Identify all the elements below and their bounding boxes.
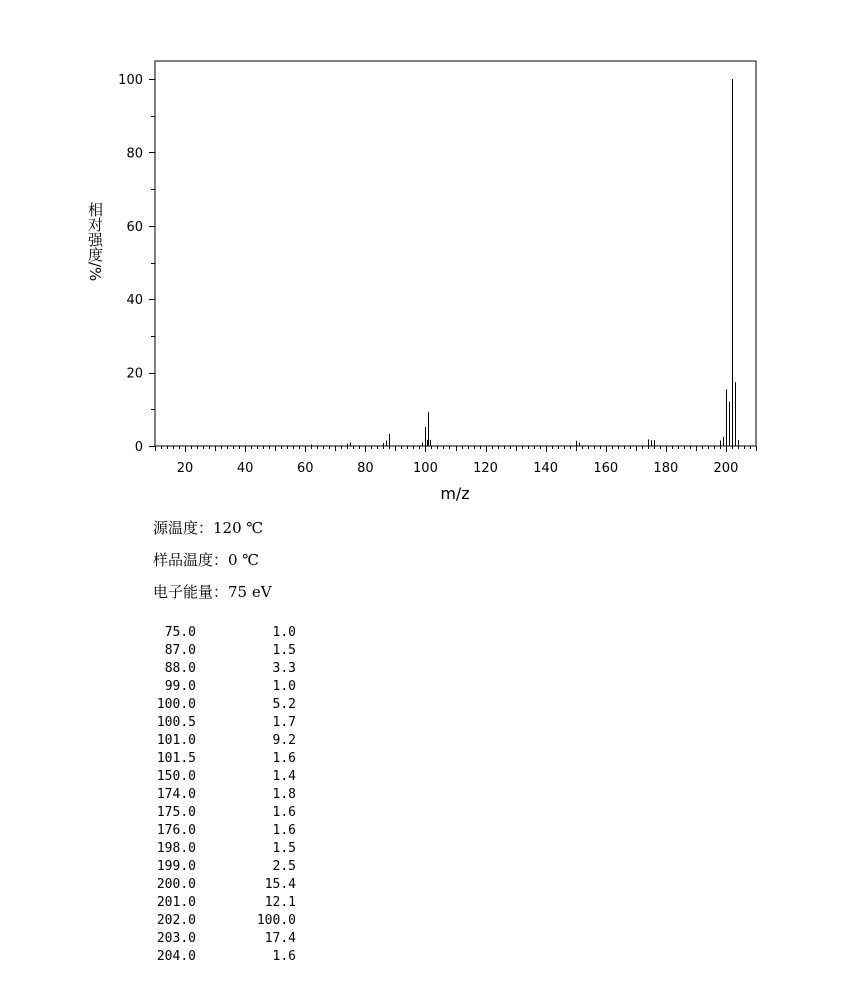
- peak-intensity: 17.4: [264, 931, 296, 946]
- peak-intensity: 1.0: [272, 625, 296, 640]
- peak-intensity: 3.3: [272, 661, 296, 676]
- x-tick-label: 120: [473, 461, 498, 476]
- peak-row: [140, 732, 296, 750]
- x-axis-label: m/z: [440, 484, 470, 503]
- x-tick-label: 40: [236, 461, 254, 476]
- peak-mz: 87.0: [164, 643, 196, 658]
- peak-row: [140, 930, 296, 948]
- x-tick-label: 100: [413, 461, 438, 476]
- peak-row: [140, 750, 296, 768]
- peak-intensity: 1.5: [272, 643, 296, 658]
- peak-intensity: 1.6: [272, 751, 296, 766]
- peak-mz: 201.0: [156, 895, 196, 910]
- peak-intensity: 1.7: [272, 715, 296, 730]
- peak-mz: 100.0: [156, 697, 196, 712]
- x-tick-label: 160: [593, 461, 619, 476]
- peak-intensity: 12.1: [264, 895, 296, 910]
- peak-mz: 176.0: [156, 823, 196, 838]
- peak-mz: 202.0: [156, 913, 196, 928]
- peak-row: [140, 768, 296, 786]
- x-tick-label: 140: [533, 461, 559, 476]
- peak-mz: 204.0: [156, 949, 196, 964]
- y-tick-label: 100: [118, 73, 143, 88]
- peak-mz: 203.0: [156, 931, 196, 946]
- peak-mz: 199.0: [156, 859, 196, 874]
- x-tick-label: 20: [176, 461, 194, 476]
- peak-row: [140, 840, 296, 858]
- peak-row: [140, 948, 296, 966]
- x-tick-label: 80: [357, 461, 374, 476]
- peak-intensity: 1.0: [272, 679, 296, 694]
- source-temperature: 源温度：120 ℃: [153, 519, 264, 537]
- peak-row: [140, 804, 296, 822]
- axis-ticks: [149, 80, 757, 453]
- peak-row: [140, 822, 296, 840]
- peak-row: [140, 894, 296, 912]
- peak-mz: 101.0: [156, 733, 196, 748]
- peak-intensity: 15.4: [264, 877, 296, 892]
- peak-intensity: 1.6: [272, 823, 296, 838]
- peak-row: [140, 786, 296, 804]
- instrument-conditions: [153, 515, 272, 611]
- peak-mz: 175.0: [156, 805, 196, 820]
- peak-intensity: 1.6: [272, 949, 296, 964]
- peak-mz: 150.0: [156, 769, 196, 784]
- peak-table: [140, 624, 296, 966]
- electron-energy: 电子能量：75 eV: [153, 583, 272, 601]
- peak-intensity: 1.5: [272, 841, 296, 856]
- peak-intensity: 100.0: [256, 913, 296, 928]
- peak-mz: 75.0: [164, 625, 196, 640]
- peak-row: [140, 912, 296, 930]
- peak-mz: 100.5: [156, 715, 196, 730]
- y-tick-label: 0: [134, 440, 143, 455]
- peak-mz: 200.0: [156, 877, 196, 892]
- spectrum-bars: [312, 79, 739, 446]
- peak-row: [140, 624, 296, 642]
- sample-temperature: 样品温度：0 ℃: [153, 551, 260, 569]
- y-tick-label: 60: [126, 219, 143, 235]
- x-tick-label: 200: [713, 461, 739, 476]
- peak-row: [140, 876, 296, 894]
- y-tick-label: 40: [126, 293, 143, 309]
- peak-intensity: 5.2: [272, 697, 296, 712]
- x-tick-label: 60: [296, 461, 314, 476]
- peak-intensity: 1.8: [272, 787, 296, 802]
- peak-intensity: 9.2: [272, 733, 296, 748]
- y-axis-label: 相对强度/%: [86, 202, 104, 282]
- y-tick-label: 20: [126, 366, 143, 382]
- plot-frame: [155, 61, 756, 446]
- peak-mz: 101.5: [156, 751, 196, 766]
- x-tick-label: 180: [653, 461, 679, 476]
- peak-row: [140, 714, 296, 732]
- peak-mz: 174.0: [156, 787, 196, 802]
- peak-intensity: 1.6: [272, 805, 296, 820]
- peak-intensity: 1.4: [272, 769, 296, 784]
- peak-row: [140, 696, 296, 714]
- peak-row: [140, 858, 296, 876]
- peak-row: [140, 642, 296, 660]
- peak-mz: 88.0: [164, 661, 196, 676]
- peak-row: [140, 678, 296, 696]
- y-tick-label: 80: [126, 146, 143, 162]
- peak-mz: 99.0: [164, 679, 196, 694]
- peak-mz: 198.0: [156, 841, 196, 856]
- peak-row: [140, 660, 296, 678]
- peak-intensity: 2.5: [272, 859, 296, 874]
